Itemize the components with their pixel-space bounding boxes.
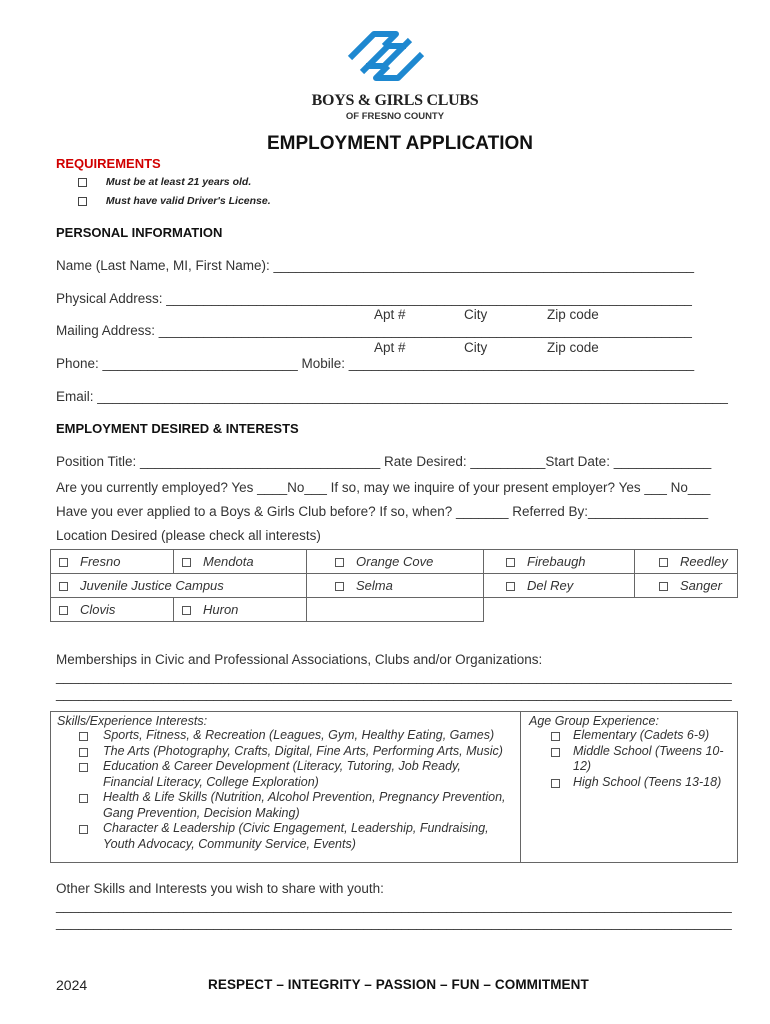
age-item[interactable]: High School (Teens 13-18) xyxy=(529,775,729,791)
age-column xyxy=(521,712,737,866)
other-skills-line[interactable]: __________________________________________________________________________________________ xyxy=(56,915,732,930)
skill-item[interactable]: The Arts (Photography, Crafts, Digital, Fine Arts, Performing Arts, Music) xyxy=(57,744,514,760)
apt-label: Apt # xyxy=(374,307,406,322)
skills-table xyxy=(50,711,738,863)
checkbox[interactable] xyxy=(506,582,515,591)
location-cell[interactable]: Mendota xyxy=(174,550,307,574)
checkbox[interactable] xyxy=(659,558,668,567)
checkbox[interactable] xyxy=(551,779,560,788)
requirement-item: Must be at least 21 years old. xyxy=(78,176,251,188)
physical-address-field[interactable]: Physical Address: ______________________________________________________________________ xyxy=(56,291,692,306)
checkbox[interactable] xyxy=(659,582,668,591)
table-row xyxy=(51,574,738,598)
location-cell[interactable]: Fresno xyxy=(51,550,174,574)
skills-heading: Skills/Experience Interests: xyxy=(57,714,208,728)
memberships-label: Memberships in Civic and Professional Associations, Clubs and/or Organizations: xyxy=(56,652,543,667)
checkbox[interactable] xyxy=(59,558,68,567)
checkbox[interactable] xyxy=(78,197,87,206)
checkbox[interactable] xyxy=(182,606,191,615)
age-item[interactable]: Middle School (Tweens 10-12) xyxy=(529,744,729,775)
checkbox[interactable] xyxy=(79,763,88,772)
applied-before-question[interactable]: Have you ever applied to a Boys & Girls Club before? If so, when? _______ Referred By:________________ xyxy=(56,504,709,519)
org-name: BOYS & GIRLS CLUBS xyxy=(311,92,479,109)
footer-motto: RESPECT – INTEGRITY – PASSION – FUN – COMMITMENT xyxy=(208,977,589,992)
location-cell[interactable]: Juvenile Justice Campus xyxy=(51,574,307,598)
checkbox[interactable] xyxy=(79,732,88,741)
age-heading: Age Group Experience: xyxy=(529,714,659,728)
skill-item[interactable]: Education & Career Development (Literacy, Tutoring, Job Ready, Financial Literacy, College Exploration) xyxy=(57,759,514,790)
location-cell-empty xyxy=(307,598,484,622)
checkbox[interactable] xyxy=(335,582,344,591)
city-label: City xyxy=(464,307,488,322)
skill-item[interactable]: Health & Life Skills (Nutrition, Alcohol Prevention, Pregnancy Prevention, Gang Prevention, Decision Making) xyxy=(57,790,514,821)
checkbox[interactable] xyxy=(59,606,68,615)
checkbox[interactable] xyxy=(78,178,87,187)
location-cell[interactable]: Sanger xyxy=(635,574,738,598)
page-title: EMPLOYMENT APPLICATION xyxy=(267,133,533,154)
employment-heading: EMPLOYMENT DESIRED & INTERESTS xyxy=(56,421,299,436)
location-cell[interactable]: Reedley xyxy=(635,550,738,574)
location-cell[interactable]: Orange Cove xyxy=(307,550,484,574)
zip-label: Zip code xyxy=(547,307,599,322)
age-item[interactable]: Elementary (Cadets 6-9) xyxy=(529,728,729,744)
name-field[interactable]: Name (Last Name, MI, First Name): ________________________________________________________ xyxy=(56,258,694,273)
checkbox[interactable] xyxy=(79,825,88,834)
location-cell[interactable]: Selma xyxy=(307,574,484,598)
apt-label: Apt # xyxy=(374,340,406,355)
personal-info-heading: PERSONAL INFORMATION xyxy=(56,225,223,240)
phone-mobile-field[interactable]: Phone: __________________________ Mobile: ______________________________________________ xyxy=(56,356,695,371)
location-cell[interactable]: Clovis xyxy=(51,598,174,622)
email-field[interactable]: Email: ____________________________________________________________________________________ xyxy=(56,389,728,404)
checkbox[interactable] xyxy=(59,582,68,591)
location-cell[interactable]: Firebaugh xyxy=(484,550,635,574)
requirement-item: Must have valid Driver's License. xyxy=(78,195,271,207)
location-cell-empty xyxy=(635,598,738,622)
footer-year: 2024 xyxy=(56,977,88,993)
skills-column xyxy=(51,712,521,862)
city-label: City xyxy=(464,340,488,355)
memberships-line[interactable]: __________________________________________________________________________________________ xyxy=(56,686,732,701)
location-cell[interactable]: Del Rey xyxy=(484,574,635,598)
checkbox[interactable] xyxy=(182,558,191,567)
boys-girls-clubs-logo xyxy=(344,24,428,90)
employed-question[interactable]: Are you currently employed? Yes ____No___ If so, may we inquire of your present employer? Yes ___ No___ xyxy=(56,480,711,495)
location-label: Location Desired (please check all interests) xyxy=(56,528,321,543)
skill-item[interactable]: Character & Leadership (Civic Engagement, Leadership, Fundraising, Youth Advocacy, Community Service, Events) xyxy=(57,821,514,852)
position-field[interactable]: Position Title: ________________________________ Rate Desired: __________Start Date: _____________ xyxy=(56,454,712,469)
location-table xyxy=(50,549,738,622)
checkbox[interactable] xyxy=(551,748,560,757)
checkbox[interactable] xyxy=(79,794,88,803)
mailing-address-field[interactable]: Mailing Address: _______________________________________________________________________ xyxy=(56,323,692,338)
checkbox[interactable] xyxy=(79,748,88,757)
other-skills-label: Other Skills and Interests you wish to share with youth: xyxy=(56,881,384,896)
checkbox[interactable] xyxy=(551,732,560,741)
memberships-line[interactable]: __________________________________________________________________________________________ xyxy=(56,669,732,684)
skill-item[interactable]: Sports, Fitness, & Recreation (Leagues, Gym, Healthy Eating, Games) xyxy=(57,728,514,744)
zip-label: Zip code xyxy=(547,340,599,355)
other-skills-line[interactable]: __________________________________________________________________________________________ xyxy=(56,898,732,913)
table-row xyxy=(51,598,738,622)
requirements-heading: REQUIREMENTS xyxy=(56,156,161,171)
checkbox[interactable] xyxy=(335,558,344,567)
table-row xyxy=(51,550,738,574)
org-subtitle: OF FRESNO COUNTY xyxy=(345,111,445,122)
location-cell-empty xyxy=(484,598,635,622)
checkbox[interactable] xyxy=(506,558,515,567)
location-cell[interactable]: Huron xyxy=(174,598,307,622)
